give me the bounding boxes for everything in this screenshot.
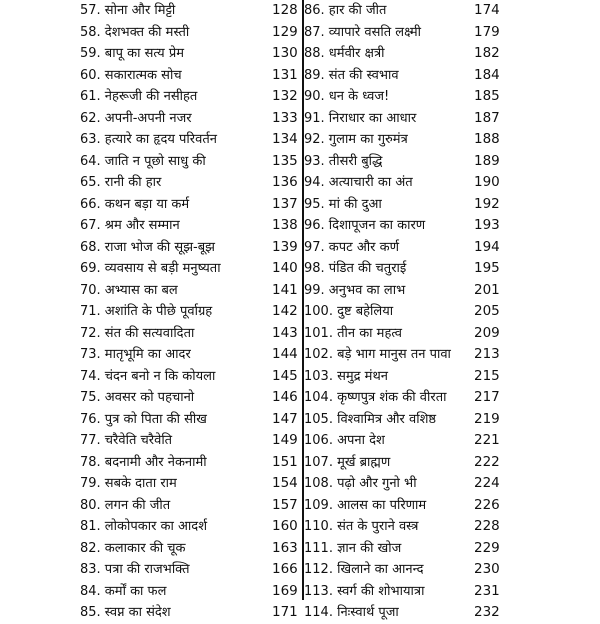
entry-title: 100. दुष्ट बहेलिया (304, 304, 394, 319)
entry-title: 103. समुद्र मंथन (304, 368, 388, 384)
contents-entry (304, 258, 500, 280)
contents-entry (304, 473, 500, 495)
entry-page-number: 174 (474, 2, 500, 18)
entry-title: 104. कृष्णपुत्र शंक की वीरता (304, 390, 447, 405)
entry-title: 111. ज्ञान की खोज (304, 540, 402, 556)
contents-entry (304, 22, 500, 44)
entry-page-number: 146 (272, 389, 298, 405)
entry-title: 82. कलाकार की चूक (80, 540, 186, 556)
entry-title: 101. तीन का महत्व (304, 325, 403, 341)
entry-title: 89. संत की स्वभाव (304, 67, 399, 83)
contents-entry (304, 215, 500, 237)
entry-title: 76. पुत्र को पिता की सीख (80, 411, 207, 427)
entry-page-number: 154 (272, 475, 298, 491)
entry-title: 83. पत्रा की राजभक्ति (80, 562, 190, 577)
entry-page-number: 231 (474, 582, 500, 599)
entry-title: 71. अशांति के पीछे पूर्वाग्रह (80, 304, 213, 319)
entry-title: 85. स्वप्न का संदेश (80, 605, 171, 620)
entry-page-number: 135 (272, 152, 298, 169)
contents-entry (304, 43, 500, 65)
contents-entry (304, 301, 500, 323)
entry-title: 94. अत्याचारी का अंत (304, 175, 413, 190)
entry-title: 107. मूर्ख ब्राह्मण (304, 454, 391, 470)
entry-page-number: 160 (272, 518, 298, 534)
entry-page-number: 224 (474, 475, 500, 491)
entry-title: 105. विश्वामित्र और वशिष्ठ (304, 411, 437, 427)
entry-page-number: 157 (272, 496, 298, 513)
contents-entry (304, 151, 500, 173)
entry-title: 78. बदनामी और नेकनामी (80, 454, 207, 470)
entry-page-number: 213 (474, 346, 500, 362)
entry-title: 108. पढ़ो और गुनो भी (304, 476, 417, 491)
contents-entry (304, 86, 500, 108)
entry-title: 62. अपनी-अपनी नजर (80, 110, 192, 126)
entry-page-number: 151 (272, 453, 298, 470)
entry-title: 96. दिशापूजन का कारण (304, 218, 426, 233)
entry-title: 114. निःस्वार्थ पूजा (304, 605, 399, 620)
entry-page-number: 226 (474, 496, 500, 513)
entry-title: 77. चरैवेति चरैवेति (80, 433, 173, 448)
entry-page-number: 201 (474, 281, 500, 298)
contents-entry (304, 237, 500, 259)
entry-title: 93. तीसरी बुद्धि (304, 153, 383, 169)
entry-page-number: 205 (474, 303, 500, 319)
entry-page-number: 163 (272, 539, 298, 556)
entry-title: 90. धन के ध्वज! (304, 89, 390, 104)
entry-page-number: 143 (272, 324, 298, 341)
entry-page-number: 133 (272, 109, 298, 126)
entry-title: 65. रानी की हार (80, 175, 162, 190)
entry-page-number: 184 (474, 66, 500, 83)
entry-title: 73. मातृभूमि का आदर (80, 347, 191, 362)
contents-right-column (304, 0, 500, 624)
entry-page-number: 130 (272, 45, 298, 61)
entry-title: 87. व्यापारे वसति लक्ष्मी (304, 24, 422, 40)
contents-entry (304, 387, 500, 409)
contents-entry (304, 452, 500, 474)
entry-page-number: 209 (474, 324, 500, 341)
entry-page-number: 169 (272, 582, 298, 599)
entry-page-number: 219 (474, 410, 500, 427)
entry-page-number: 134 (272, 131, 298, 147)
entry-page-number: 128 (272, 2, 298, 18)
entry-page-number: 147 (272, 410, 298, 427)
entry-page-number: 132 (272, 88, 298, 104)
entry-page-number: 229 (474, 539, 500, 556)
entry-title: 67. श्रम और सम्मान (80, 218, 180, 233)
entry-page-number: 221 (474, 432, 500, 448)
entry-title: 110. संत के पुराने वस्त्र (304, 519, 419, 534)
entry-page-number: 222 (474, 453, 500, 470)
entry-title: 106. अपना देश (304, 433, 385, 448)
entry-page-number: 145 (272, 367, 298, 384)
entry-title: 68. राजा भोज की सूझ-बूझ (80, 239, 215, 255)
entry-page-number: 139 (272, 238, 298, 255)
entry-page-number: 142 (272, 303, 298, 319)
contents-entry (304, 495, 500, 517)
entry-page-number: 141 (272, 281, 298, 298)
entry-page-number: 182 (474, 45, 500, 61)
entry-page-number: 188 (474, 131, 500, 147)
contents-entry (304, 65, 500, 87)
entry-page-number: 232 (474, 604, 500, 620)
entry-title: 63. हत्यारे का हृदय परिवर्तन (80, 132, 217, 147)
entry-page-number: 185 (474, 88, 500, 104)
contents-entry (304, 581, 500, 603)
entry-page-number: 190 (474, 174, 500, 190)
contents-entry (304, 344, 500, 366)
entry-title: 57. सोना और मिट्टी (80, 3, 176, 18)
entry-title: 95. मां की दुआ (304, 196, 382, 212)
entry-page-number: 140 (272, 260, 298, 276)
contents-entry (304, 602, 500, 624)
entry-title: 98. पंडित की चतुराई (304, 261, 407, 276)
entry-title: 74. चंदन बनो न कि कोयला (80, 368, 216, 384)
entry-title: 92. गुलाम का गुरुमंत्र (304, 132, 408, 147)
contents-entry (304, 280, 500, 302)
contents-entry (304, 194, 500, 216)
contents-entry (304, 172, 500, 194)
entry-page-number: 179 (474, 23, 500, 40)
entry-title: 109. आलस का परिणाम (304, 497, 427, 513)
entry-page-number: 149 (272, 432, 298, 448)
contents-entry (304, 559, 500, 581)
entry-title: 60. सकारात्मक सोच (80, 67, 182, 83)
entry-page-number: 137 (272, 195, 298, 212)
entry-page-number: 138 (272, 217, 298, 233)
contents-entry (304, 108, 500, 130)
entry-page-number: 166 (272, 561, 298, 577)
entry-title: 72. संत की सत्यवादिता (80, 325, 195, 341)
entry-title: 61. नेहरूजी की नसीहत (80, 89, 198, 104)
entry-page-number: 171 (272, 604, 298, 620)
entry-title: 79. सबके दाता राम (80, 476, 177, 491)
entry-title: 69. व्यवसाय से बड़ी मनुष्यता (80, 261, 221, 276)
entry-page-number: 230 (474, 561, 500, 577)
contents-entry (304, 538, 500, 560)
entry-page-number: 192 (474, 195, 500, 212)
entry-title: 91. निराधार का आधार (304, 110, 417, 126)
contents-entry (304, 323, 500, 345)
contents-entry (304, 129, 500, 151)
entry-page-number: 136 (272, 174, 298, 190)
entry-title: 88. धर्मवीर क्षत्री (304, 46, 385, 61)
entry-title: 102. बड़े भाग मानुस तन पावा (304, 347, 451, 362)
entry-title: 112. खिलाने का आनन्द (304, 562, 424, 577)
entry-page-number: 193 (474, 217, 500, 233)
contents-entry (304, 430, 500, 452)
entry-page-number: 129 (272, 23, 298, 40)
entry-page-number: 195 (474, 260, 500, 276)
entry-title: 113. स्वर्ग की शोभायात्रा (304, 583, 425, 599)
contents-entry (304, 516, 500, 538)
entry-page-number: 194 (474, 238, 500, 255)
entry-title: 97. कपट और कर्ण (304, 239, 399, 255)
entry-title: 84. कर्मों का फल (80, 583, 167, 599)
entry-title: 59. बापू का सत्य प्रेम (80, 46, 184, 61)
entry-title: 80. लगन की जीत (80, 497, 171, 513)
contents-entry (304, 366, 500, 388)
entry-page-number: 187 (474, 109, 500, 126)
entry-title: 64. जाति न पूछो साधु की (80, 153, 206, 169)
entry-page-number: 228 (474, 518, 500, 534)
entry-page-number: 144 (272, 346, 298, 362)
entry-title: 81. लोकोपकार का आदर्श (80, 519, 208, 534)
entry-page-number: 189 (474, 152, 500, 169)
entry-title: 58. देशभक्त की मस्ती (80, 24, 190, 40)
entry-page-number: 217 (474, 389, 500, 405)
entry-page-number: 215 (474, 367, 500, 384)
contents-entry (304, 0, 500, 22)
contents-entry (304, 409, 500, 431)
entry-title: 66. कथन बड़ा या कर्म (80, 196, 190, 212)
entry-title: 70. अभ्यास का बल (80, 282, 178, 298)
entry-title: 86. हार की जीत (304, 3, 387, 18)
entry-title: 99. अनुभव का लाभ (304, 282, 406, 298)
entry-page-number: 131 (272, 66, 298, 83)
entry-title: 75. अवसर को पहचानो (80, 390, 195, 405)
